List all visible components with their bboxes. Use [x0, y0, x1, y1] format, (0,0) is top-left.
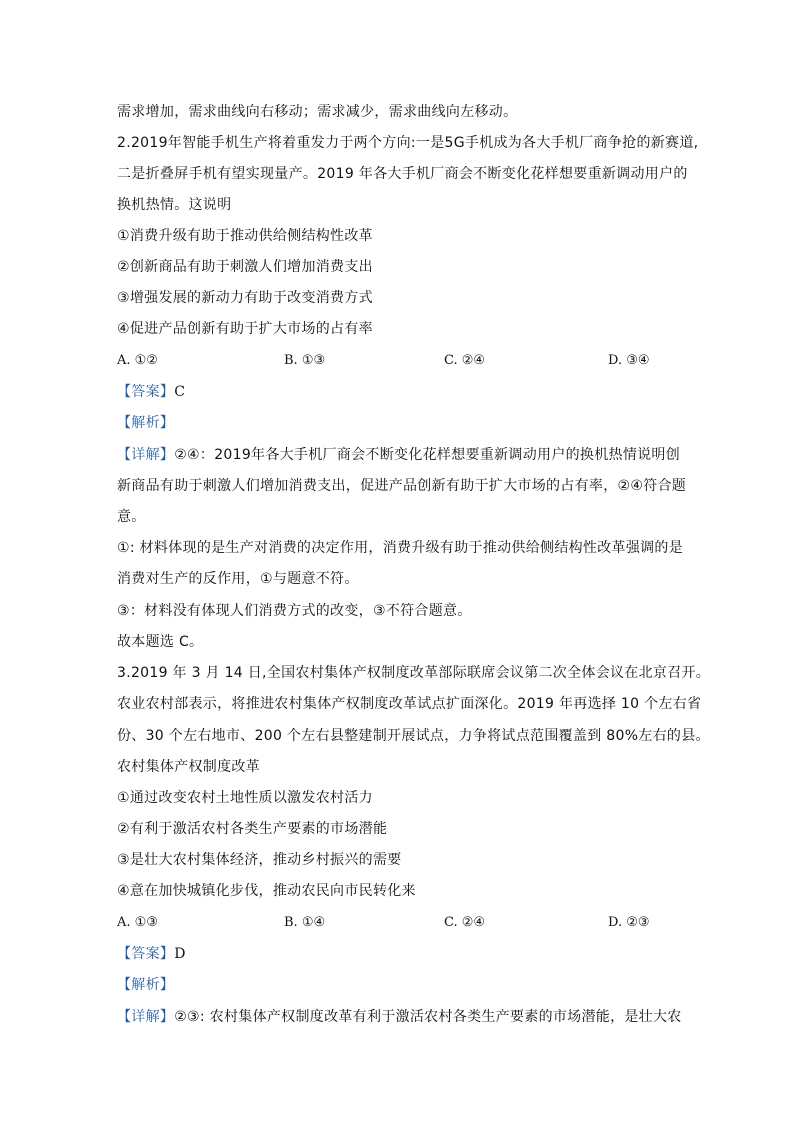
answer-tag: 【答案】	[117, 946, 175, 962]
question-3-statement: ②有利于激活农村各类生产要素的市场潜能	[117, 821, 388, 837]
option-b: B. ①③	[284, 353, 326, 368]
option-a: A. ①③	[117, 915, 158, 930]
question-3-stem: 份、30 个左右地市、200 个左右县整建制开展试点，力争将试点范围覆盖到 80%左右的县。	[117, 728, 710, 744]
detail-line: 新商品有助于刺激人们增加消费支出，促进产品创新有助于扩大市场的占有率，②④符合题	[117, 478, 687, 494]
detail-line: 意。	[117, 509, 146, 525]
answer-line	[117, 945, 186, 963]
detail-line	[117, 1008, 682, 1026]
question-2-statement: ③增强发展的新动力有助于改变消费方式	[117, 290, 373, 306]
answer-line	[117, 383, 185, 401]
question-2-stem: 2.2019年智能手机生产将着重发力于两个方向:一是5G手机成为各大手机厂商争抢的新赛道,	[117, 135, 699, 151]
detail-text: ②③: 农村集体产权制度改革有利于激活农村各类生产要素的市场潜能，是壮大农	[174, 1009, 682, 1025]
detail-text: ②④：2019年各大手机厂商会不断变化花样想要重新调动用户的换机热情说明创	[174, 447, 681, 463]
question-3-statement: ①通过改变农村土地性质以激发农村活力	[117, 790, 373, 806]
question-3-stem: 3.2019 年 3 月 14 日,全国农村集体产权制度改革部际联席会议第二次全体会议在北京召开。	[117, 665, 711, 681]
answer-tag: 【答案】	[117, 384, 175, 400]
analysis-tag: 【解析】	[117, 415, 175, 431]
question-2-statement: ②创新商品有助于刺激人们增加消费支出	[117, 259, 373, 275]
text-line: 需求增加，需求曲线向右移动；需求减少，需求曲线向左移动。	[117, 104, 518, 120]
option-c: C. ②④	[444, 915, 486, 930]
detail-tag: 【详解】	[117, 447, 175, 463]
question-2-statement: ①消费升级有助于推动供给侧结构性改革	[117, 228, 373, 244]
detail-line: 故本题选 C。	[117, 634, 204, 650]
question-3-stem: 农业农村部表示，将推进农村集体产权制度改革试点扩面深化。2019 年再选择 10 个左右省	[117, 696, 702, 712]
question-3-statement: ④意在加快城镇化步伐，推动农民向市民转化来	[117, 883, 416, 899]
question-3-stem: 农村集体产权制度改革	[117, 759, 260, 775]
question-2-stem: 换机热情。这说明	[117, 197, 232, 213]
detail-line: ③：材料没有体现人们消费方式的改变，③不符合题意。	[117, 603, 472, 619]
answer-value: C	[174, 384, 186, 400]
detail-line: 消费对生产的反作用，①与题意不符。	[117, 571, 359, 587]
question-2-statement: ④促进产品创新有助于扩大市场的占有率	[117, 321, 373, 337]
question-2-stem: 二是折叠屏手机有望实现量产。2019 年各大手机厂商会不断变化花样想要重新调动用户的	[117, 166, 688, 182]
option-d: D. ③④	[608, 353, 650, 368]
option-c: C. ②④	[444, 353, 486, 368]
detail-line: ①: 材料体现的是生产对消费的决定作用，消费升级有助于推动供给侧结构性改革强调的是	[117, 540, 684, 556]
question-3-statement: ③是壮大农村集体经济，推动乡村振兴的需要	[117, 852, 402, 868]
answer-value: D	[174, 946, 186, 962]
analysis-heading	[117, 414, 174, 432]
analysis-heading	[117, 976, 174, 994]
detail-line	[117, 446, 680, 464]
option-a: A. ①②	[117, 353, 158, 368]
detail-tag: 【详解】	[117, 1009, 175, 1025]
analysis-tag: 【解析】	[117, 977, 175, 993]
option-d: D. ②③	[608, 915, 650, 930]
option-b: B. ①④	[284, 915, 326, 930]
